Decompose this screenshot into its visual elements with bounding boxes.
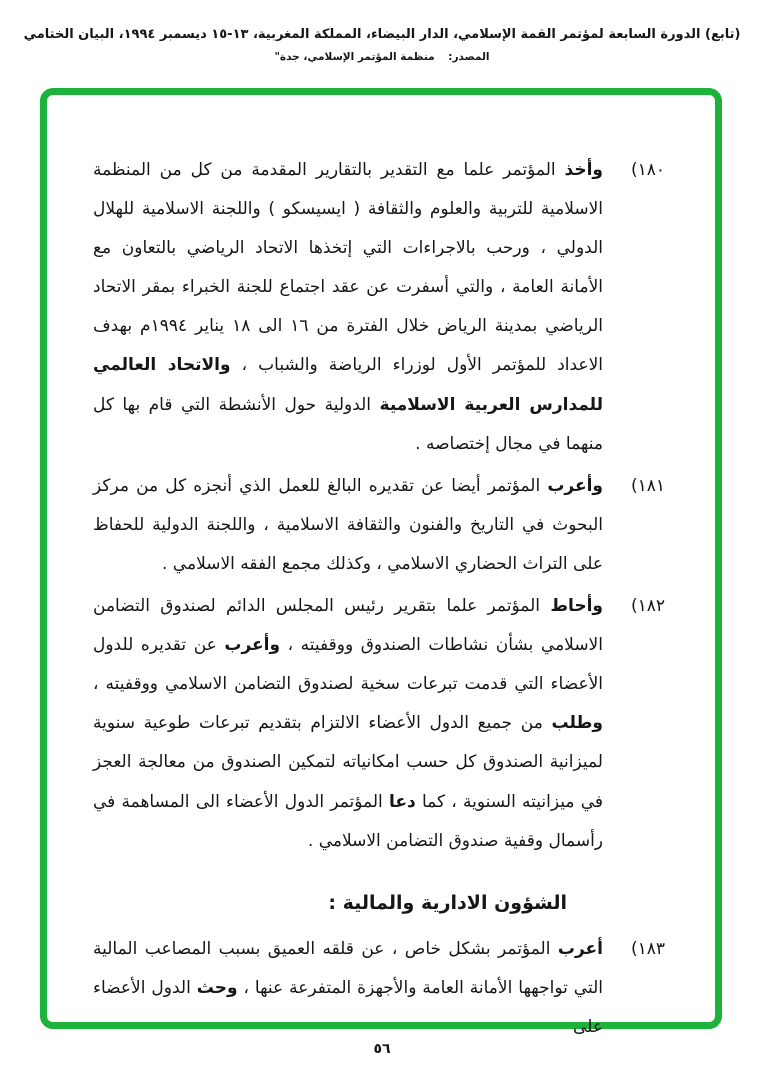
paragraph-180-number: ١٨٠) — [630, 160, 665, 180]
document-frame — [40, 88, 722, 1038]
paragraph-183-text: أعرب المؤتمر بشكل خاص ، عن قلقه العميق بسبب المصاعب المالية التي تواجهها الأمانة العامة والأجهزة المتفرعة عنها ، وحث الدول الأعضاء على — [93, 939, 603, 1038]
source-label: المصدر: — [448, 51, 490, 64]
document-title: (تابع) الدورة السابعة لمؤتمر القمة الإسلامي، الدار البيضاء، المملكة المغربية، ١٣-١٥ ديسمبر ١٩٩٤، البيان الختامي — [23, 27, 741, 42]
paragraph-183 — [93, 930, 665, 1047]
source-value: منظمة المؤتمر الإسلامي، جدة" — [274, 51, 435, 64]
page-header — [0, 0, 764, 63]
paragraph-181 — [93, 467, 665, 584]
paragraph-181-text: وأعرب المؤتمر أيضا عن تقديره البالغ للعمل الذي أنجزه كل من مركز البحوث في التاريخ والفنون والثقافة الاسلامية ، واللجنة الدولية للحفاظ على التراث الحضاري الاسلامي ، وكذلك مجمع الفقه الاسلامي . — [93, 475, 603, 574]
paragraph-183-number: ١٨٣) — [630, 939, 665, 960]
paragraph-180 — [93, 151, 665, 464]
section-heading-admin-financial-affairs: الشؤون الادارية والمالية : — [328, 891, 567, 914]
paragraph-181-number: ١٨١) — [630, 475, 665, 496]
paragraph-182 — [93, 587, 665, 861]
paragraph-182-text: وأحاط المؤتمر علما بتقرير رئيس المجلس الدائم لصندوق التضامن الاسلامي بشأن نشاطات الصندوق ووقفيته ، وأعرب عن تقديره للدول الأعضاء التي قدمت تبرعات سخية لصندوق التضامن الاسلامي ووقفيته ، وطلب من جميع الدول الأعضاء الالتزام بتقديم تبرعات طوعية سنوية لميزانية الصندوق كل حسب امكانياته لتمكين الصندوق من معالجة العجز في ميزانيته السنوية ، كما دعا المؤتمر الدول الأعضاء الى المساهمة في رأسمال وقفية صندوق التضامن الاسلامي . — [93, 596, 603, 851]
page-number: ٥٦ — [373, 1041, 391, 1057]
source-line — [0, 51, 764, 63]
document-content — [47, 95, 715, 1047]
paragraph-182-number: ١٨٢) — [630, 596, 665, 617]
paragraph-180-text: وأخذ المؤتمر علما مع التقدير بالتقارير المقدمة من كل من المنظمة الاسلامية للتربية والعلوم والثقافة ( ايسيسكو ) واللجنة الاسلامية للهلال الدولي ، ورحب بالاجراءات التي إتخذها الاتحاد الرياضي بالتعاون مع الأمانة العامة ، والتي أسفرت عن عقد اجتماع للجنة الخبراء بمقر الاتحاد الرياضي بمدينة الرياض خلال الفترة من ١٦ الى ١٨ يناير ١٩٩٤م بهدف الاعداد للمؤتمر الأول لوزراء الرياضة والشباب ، والاتحاد العالمي للمدارس العربية الاسلامية الدولية حول الأنشطة التي قام بها كل منهما في مجال إختصاصه . — [93, 160, 603, 454]
